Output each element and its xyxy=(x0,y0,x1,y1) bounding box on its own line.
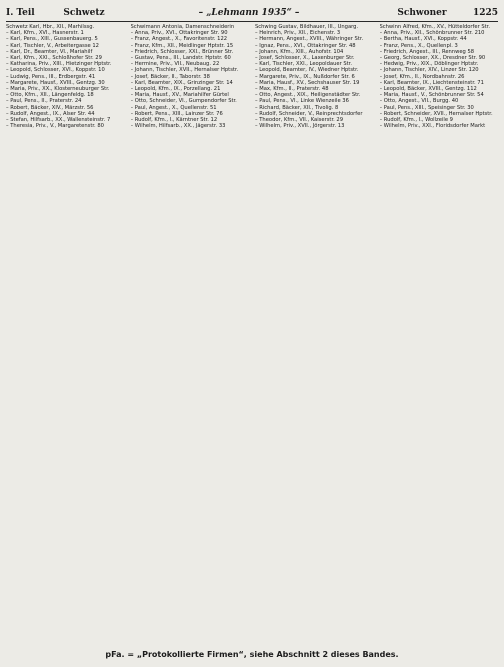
directory-entry: Schwimann Antonia, Damenschneiderin xyxy=(130,24,235,30)
directory-entry: – Robert, Schneider, XVII., Hernalser Hptstr. xyxy=(379,110,493,117)
directory-entry: – Heinrich, Priv., XII., Eichenstr. 3 xyxy=(255,30,341,37)
directory-entry: – Karl, Beamter, IX., Liechtensteinstr. 71 xyxy=(379,79,484,86)
directory-entry: – Karl, Tischler, XXI., Leopoldauer Str. xyxy=(255,61,352,68)
directory-entry: – Ignaz, Pens., XVI., Ottakringer Str. 48 xyxy=(255,42,356,49)
directory-entry: – Anna, Priv., XII., Schönbrunner Str. 210 xyxy=(379,30,485,37)
header-title: – „Lehmann 1935“ – xyxy=(198,8,300,18)
directory-entry: – Otto, Kfm., XII., Längenfeldg. 18 xyxy=(6,92,94,99)
directory-column-4 xyxy=(380,24,499,648)
directory-entry: – Johann, Tischler, XVII., Hernalser Hptstr. xyxy=(130,67,239,74)
directory-entry: – Rudolf, Kfm., I., Wollzeile 9 xyxy=(379,117,453,124)
directory-entry: – Karl, Tischler, V., Arbeitergasse 12 xyxy=(6,42,99,49)
directory-column-1 xyxy=(6,24,125,648)
directory-entry: – Ludwig, Pens., III., Erdbergstr. 41 xyxy=(6,73,96,80)
directory-entry: – Otto, Angest., XIX., Heiligenstädter Str. xyxy=(255,92,361,99)
directory-entry: – Leopold, Schlosser, XVI., Koppstr. 10 xyxy=(6,67,105,74)
directory-entry: – Otto, Angest., VII., Burgg. 40 xyxy=(379,98,459,105)
directory-entry: Schwing Gustav, Bildhauer, III., Ungarg. xyxy=(255,24,359,30)
directory-entry: – Hedwig, Priv., XIX., Döblinger Hptstr. xyxy=(379,61,479,68)
directory-entry: – Johann, Tischler, XIV., Linzer Str. 120 xyxy=(379,67,479,74)
directory-entry: – Otto, Schneider, VI., Gumpendorfer Str. xyxy=(130,98,237,105)
directory-entry: – Karl, Kfm., XVI., Hasnerstr. 1 xyxy=(6,30,84,37)
page-footer: pFa. = „Protokollierte Firmen“, siehe Abschnitt 2 dieses Bandes. xyxy=(105,649,399,659)
directory-entry: – Karl, Beamter, XIX., Grinzinger Str. 14 xyxy=(130,79,233,86)
directory-entry: – Richard, Bäcker, XII., Tivolig. 8 xyxy=(255,104,339,111)
directory-entry: – Stefan, Hilfsarb., XX., Wallensteinstr. 7 xyxy=(6,117,111,124)
directory-entry: – Karl, Dr., Beamter, VI., Mariahilf xyxy=(6,48,93,55)
directory-entry: – Anna, Priv., XVI., Ottakringer Str. 90 xyxy=(130,30,228,37)
directory-entry: – Josef, Kfm., II., Nordbahnstr. 26 xyxy=(379,73,465,80)
header-last-name: Schwoner xyxy=(397,8,447,18)
directory-entry: – Hermine, Priv., VII., Neubaug. 22 xyxy=(130,61,220,68)
directory-entry: – Margarete, Hausf., XVIII., Gentzg. 30 xyxy=(6,79,105,86)
directory-entry: – Paul, Angest., X., Quellenstr. 51 xyxy=(130,104,217,111)
directory-entry: – Wilhelm, Priv., XXI., Floridsdorfer Markt xyxy=(379,123,486,130)
directory-entry: – Theresia, Priv., V., Margaretenstr. 80 xyxy=(6,123,104,130)
header-rule xyxy=(6,21,498,22)
directory-entry: – Franz, Pens., X., Quellenpl. 3 xyxy=(379,42,458,49)
directory-entry: – Paul, Pens., II., Praterstr. 24 xyxy=(6,98,82,105)
directory-entry: – Wilhelm, Priv., XVII., Jörgerstr. 13 xyxy=(255,123,345,130)
directory-entry: – Maria, Hausf., V., Schönbrunner Str. 54 xyxy=(379,92,484,99)
directory-entry: – Maria, Priv., XX., Klosterneuburger Str. xyxy=(6,86,110,93)
directory-entry: – Bertha, Hausf., XVI., Koppstr. 44 xyxy=(379,36,467,43)
directory-entry: – Leopold, Bäcker, XVIII., Gentzg. 112 xyxy=(379,86,477,93)
header-first-name: Schwetz xyxy=(63,8,105,18)
directory-entry: – Gustav, Pens., III., Landstr. Hptstr. 60 xyxy=(130,55,231,62)
directory-entry: – Johann, Kfm., XIII., Auhofstr. 104 xyxy=(255,48,344,55)
directory-entry: – Friedrich, Schlosser, XXI., Brünner Str. xyxy=(130,48,234,55)
directory-entry: – Paul, Pens., XIII., Speisinger Str. 30 xyxy=(379,104,474,111)
directory-entry: – Josef, Schlosser, X., Laxenburger Str. xyxy=(255,55,355,62)
directory-entry: Schwetz Karl, Hbr., XII., Marhilssg. xyxy=(6,24,95,30)
directory-entry: – Robert, Pens., XIII., Lainzer Str. 76 xyxy=(130,110,223,117)
directory-entry: – Rudolf, Angest., IX., Alser Str. 44 xyxy=(6,110,95,117)
page-number: 1225 xyxy=(472,8,498,18)
directory-entry: – Friedrich, Angest., III., Rennweg 58 xyxy=(379,48,475,55)
directory-entry: – Margarete, Priv., IX., Nußdorfer Str. 6 xyxy=(255,73,355,80)
directory-entry: – Franz, Angest., X., Favoritenstr. 122 xyxy=(130,36,228,43)
directory-entry: – Karl, Pens., XIII., Gussenbauerg. 5 xyxy=(6,36,98,43)
directory-entry: – Theodor, Kfm., VII., Kaiserstr. 29 xyxy=(255,117,343,124)
directory-entry: – Wilhelm, Hilfsarb., XX., Jägerstr. 33 xyxy=(130,123,226,130)
directory-entry: – Leopold, Kfm., IX., Porzellang. 21 xyxy=(130,86,221,93)
page-header xyxy=(6,6,498,20)
directory-entry: – Franz, Kfm., XII., Meidlinger Hptstr. 15 xyxy=(130,42,234,49)
directory-entry: – Rudolf, Schneider, V., Reinprechtsdorfer xyxy=(255,110,363,117)
directory-entry: – Maria, Hausf., XV., Sechshauser Str. 19 xyxy=(255,79,360,86)
directory-column-3 xyxy=(255,24,374,648)
directory-entry: – Rudolf, Kfm., I., Kärntner Str. 12 xyxy=(130,117,218,124)
directory-entry: – Josef, Bäcker, II., Taborstr. 38 xyxy=(130,73,210,80)
directory-entry: – Maria, Hausf., XV., Mariahilfer Gürtel xyxy=(130,92,229,99)
directory-entry: – Max, Kfm., II., Praterstr. 48 xyxy=(255,86,329,93)
header-part-label: I. Teil xyxy=(6,8,35,18)
directory-entry: – Georg, Schlosser, XX., Dresdner Str. 90 xyxy=(379,55,486,62)
directory-entry: – Leopold, Beamter, IV., Wiedner Hptstr. xyxy=(255,67,359,74)
directory-column-2 xyxy=(131,24,250,648)
directory-entry: – Karl, Kfm., XXI., Schloßhofer Str. 29 xyxy=(6,55,102,62)
directory-columns xyxy=(6,24,498,648)
directory-entry: Schwinn Alfred, Kfm., XV., Hütteldorfer Str. xyxy=(379,24,490,30)
directory-entry: – Robert, Bäcker, XIV., Märzstr. 56 xyxy=(6,104,94,111)
directory-entry: – Katharina, Priv., XIII., Hietzinger Hptstr. xyxy=(6,61,112,68)
directory-entry: – Hermann, Angest., XVIII., Währinger Str. xyxy=(255,36,364,43)
directory-entry: – Paul, Pens., VI., Linke Wienzeile 36 xyxy=(255,98,349,105)
